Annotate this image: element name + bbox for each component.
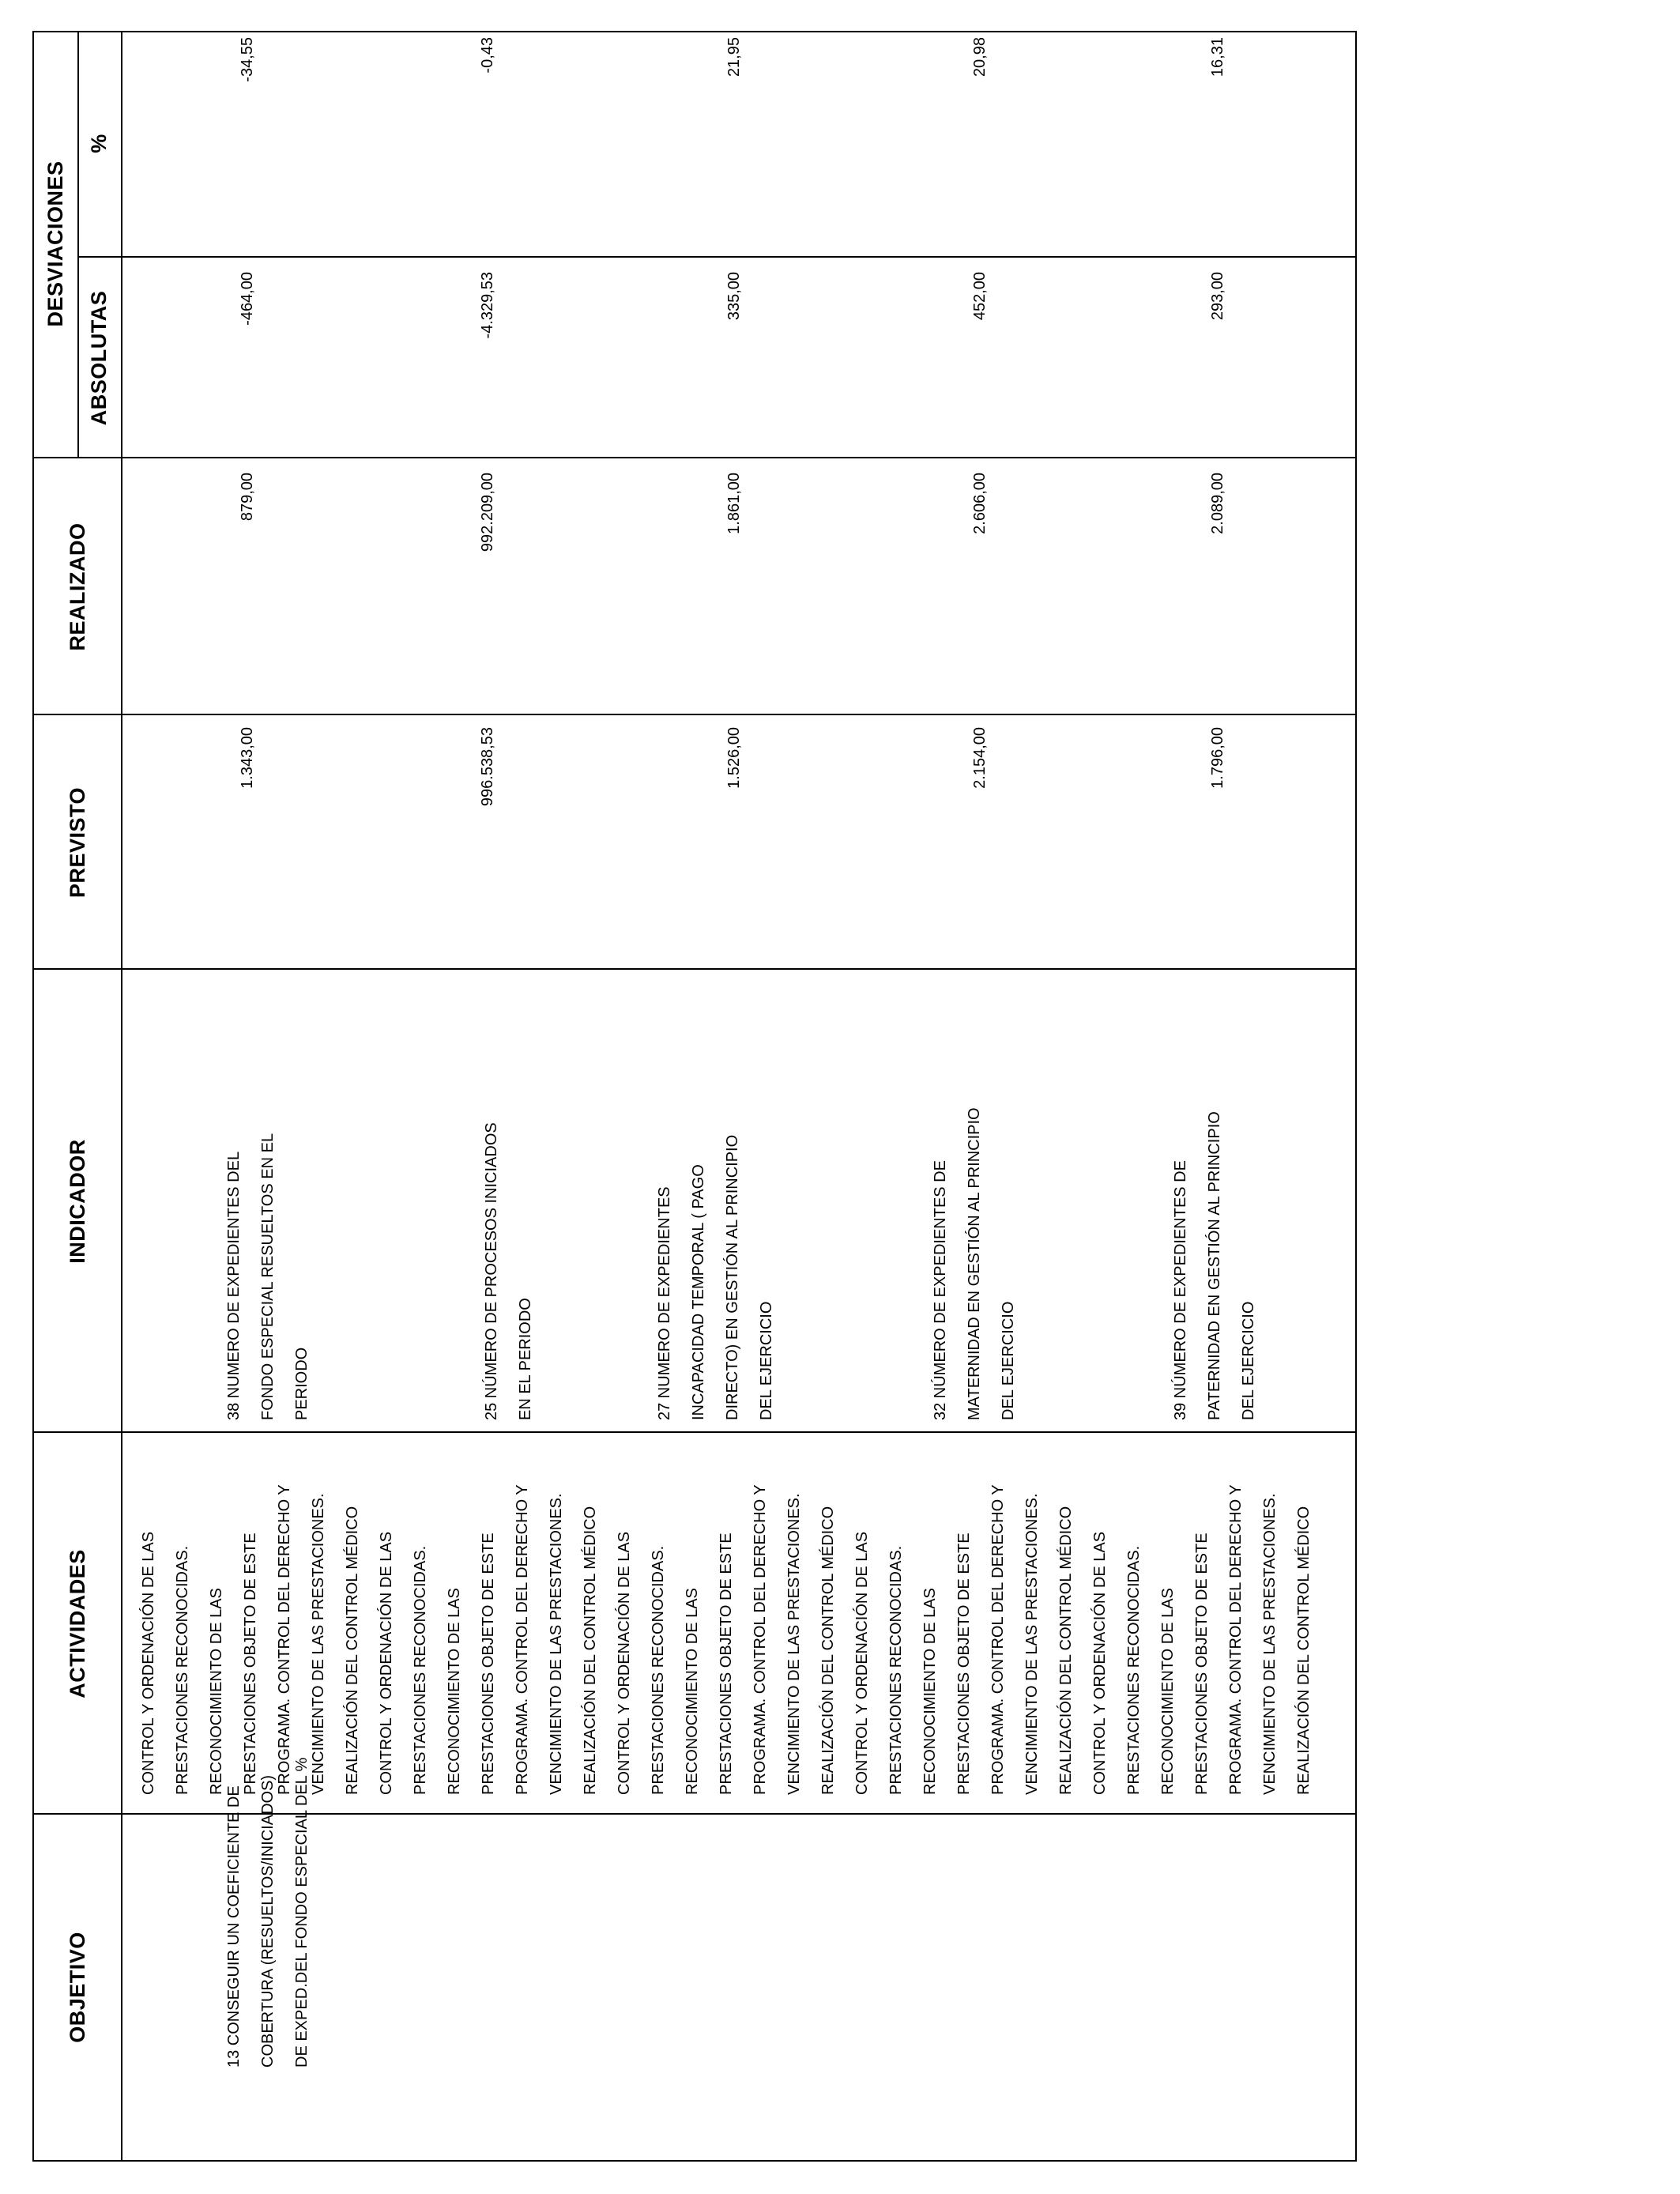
absolutas-value: 335,00 (725, 272, 743, 321)
actividades-line: PRESTACIONES OBJETO DE ESTE (718, 1532, 735, 1795)
header-rule (121, 32, 122, 2160)
actividades-line: PRESTACIONES RECONOCIDAS. (887, 1545, 905, 1795)
column-divider (34, 968, 1355, 970)
previsto-value: 1.796,00 (1209, 727, 1226, 789)
header-porcentaje: % (87, 134, 111, 153)
realizado-value: 2.606,00 (971, 473, 989, 534)
indicador-cell (475, 1122, 543, 1420)
header-absolutas: ABSOLUTAS (87, 290, 111, 426)
indicador-line: 39 NÚMERO DE EXPEDIENTES DE (1172, 1160, 1189, 1420)
actividades-line: PRESTACIONES OBJETO DE ESTE (1193, 1532, 1211, 1795)
actividades-line: REALIZACIÓN DEL CONTROL MÉDICO (1295, 1506, 1313, 1795)
indicador-line: DEL EJERCICIO (1240, 1301, 1257, 1420)
actividades-line: PROGRAMA. CONTROL DEL DERECHO Y (989, 1484, 1007, 1795)
actividades-line: PROGRAMA. CONTROL DEL DERECHO Y (276, 1484, 293, 1795)
column-divider (34, 714, 1355, 715)
header-actividades: ACTIVIDADES (65, 1549, 89, 1698)
actividades-line: VENCIMIENTO DE LAS PRESTACIONES. (548, 1493, 565, 1795)
porcentaje-value: -34,55 (239, 37, 256, 82)
actividades-line: CONTROL Y ORDENACIÓN DE LAS (853, 1531, 871, 1795)
header-realizado: REALIZADO (65, 522, 89, 651)
indicador-line: 27 NUMERO DE EXPEDIENTES (656, 1186, 673, 1420)
indicador-line: PERIODO (293, 1347, 311, 1420)
actividades-line: PRESTACIONES OBJETO DE ESTE (242, 1532, 259, 1795)
actividades-line: RECONOCIMIENTO DE LAS (208, 1588, 225, 1795)
actividades-line: PRESTACIONES RECONOCIDAS. (412, 1545, 429, 1795)
indicador-line: EN EL PERIODO (517, 1298, 534, 1420)
actividades-line: PRESTACIONES RECONOCIDAS. (174, 1545, 191, 1795)
objetivo-line: 13 CONSEGUIR UN COEFICIENTE DE (225, 1785, 243, 2068)
indicador-cell (924, 1107, 1026, 1420)
actividades-line: PRESTACIONES RECONOCIDAS. (650, 1545, 667, 1795)
indicador-line: DEL EJERCICIO (1000, 1301, 1017, 1420)
indicador-line: INCAPACIDAD TEMPORAL ( PAGO (690, 1164, 707, 1420)
absolutas-value: 452,00 (971, 272, 989, 321)
header-indicador: INDICADOR (65, 1139, 89, 1264)
actividades-line: CONTROL Y ORDENACIÓN DE LAS (616, 1531, 633, 1795)
column-divider (34, 1431, 1355, 1433)
actividades-line: REALIZACIÓN DEL CONTROL MÉDICO (344, 1506, 361, 1795)
indicador-line: PATERNIDAD EN GESTIÓN AL PRINCIPIO (1206, 1111, 1223, 1420)
actividades-line: RECONOCIMIENTO DE LAS (446, 1588, 463, 1795)
actividades-line: PROGRAMA. CONTROL DEL DERECHO Y (514, 1484, 531, 1795)
actividades-line: REALIZACIÓN DEL CONTROL MÉDICO (582, 1506, 599, 1795)
indicador-cell (648, 1135, 784, 1420)
previsto-value: 1.526,00 (725, 727, 743, 789)
indicador-line: 32 NÚMERO DE EXPEDIENTES DE (932, 1160, 949, 1420)
actividades-line: RECONOCIMIENTO DE LAS (1159, 1588, 1177, 1795)
indicador-line: 38 NUMERO DE EXPEDIENTES DEL (225, 1151, 243, 1420)
objetivo-line: COBERTURA (RESUELTOS/INICIADOS) (259, 1774, 277, 2068)
actividades-line: CONTROL Y ORDENACIÓN DE LAS (378, 1531, 395, 1795)
objetivo-text (217, 1758, 319, 2068)
actividades-line: PROGRAMA. CONTROL DEL DERECHO Y (751, 1484, 769, 1795)
header-objetivo: OBJETIVO (65, 1932, 89, 2043)
header-desviaciones: DESVIACIONES (43, 160, 67, 327)
actividades-line: CONTROL Y ORDENACIÓN DE LAS (1091, 1531, 1109, 1795)
indicador-line: DIRECTO) EN GESTIÓN AL PRINCIPIO (724, 1134, 741, 1420)
indicador-line: MATERNIDAD EN GESTIÓN AL PRINCIPIO (966, 1107, 983, 1420)
indicador-cell (1164, 1111, 1266, 1420)
actividades-line: VENCIMIENTO DE LAS PRESTACIONES. (785, 1493, 803, 1795)
actividades-line: PRESTACIONES OBJETO DE ESTE (480, 1532, 497, 1795)
realizado-value: 2.089,00 (1209, 473, 1226, 534)
indicador-cell (217, 1133, 319, 1420)
porcentaje-value: 21,95 (725, 37, 743, 77)
objetivo-line: DE EXPED.DEL FONDO ESPECIAL DEL % (293, 1757, 311, 2068)
porcentaje-value: 16,31 (1209, 37, 1226, 77)
column-divider (34, 457, 1355, 458)
actividades-line: VENCIMIENTO DE LAS PRESTACIONES. (1261, 1493, 1279, 1795)
indicador-line: DEL EJERCICIO (758, 1301, 775, 1420)
actividades-line: CONTROL Y ORDENACIÓN DE LAS (140, 1531, 157, 1795)
absolutas-value: -464,00 (239, 272, 256, 326)
realizado-value: 1.861,00 (725, 473, 743, 534)
porcentaje-value: 20,98 (971, 37, 989, 77)
actividades-line: VENCIMIENTO DE LAS PRESTACIONES. (1023, 1493, 1041, 1795)
realizado-value: 879,00 (239, 473, 256, 522)
indicador-line: FONDO ESPECIAL RESUELTOS EN EL (259, 1133, 277, 1420)
previsto-value: 996.538,53 (479, 727, 496, 807)
actividades-line: RECONOCIMIENTO DE LAS (684, 1588, 701, 1795)
actividades-line: PRESTACIONES OBJETO DE ESTE (955, 1532, 973, 1795)
realizado-value: 992.209,00 (479, 473, 496, 552)
actividades-text (132, 1484, 1321, 1795)
previsto-value: 1.343,00 (239, 727, 256, 789)
objectives-table (32, 31, 1357, 2162)
actividades-line: PROGRAMA. CONTROL DEL DERECHO Y (1227, 1484, 1245, 1795)
header-previsto: PREVISTO (65, 786, 89, 899)
porcentaje-value: -0,43 (479, 37, 496, 74)
actividades-line: REALIZACIÓN DEL CONTROL MÉDICO (819, 1506, 837, 1795)
indicador-line: 25 NÚMERO DE PROCESOS INICIADOS (483, 1122, 500, 1420)
actividades-line: VENCIMIENTO DE LAS PRESTACIONES. (310, 1493, 327, 1795)
previsto-value: 2.154,00 (971, 727, 989, 789)
column-divider (77, 256, 1355, 258)
actividades-line: PRESTACIONES RECONOCIDAS. (1125, 1545, 1143, 1795)
absolutas-value: -4.329,53 (479, 272, 496, 339)
actividades-line: REALIZACIÓN DEL CONTROL MÉDICO (1057, 1506, 1075, 1795)
absolutas-value: 293,00 (1209, 272, 1226, 321)
actividades-line: RECONOCIMIENTO DE LAS (921, 1588, 939, 1795)
